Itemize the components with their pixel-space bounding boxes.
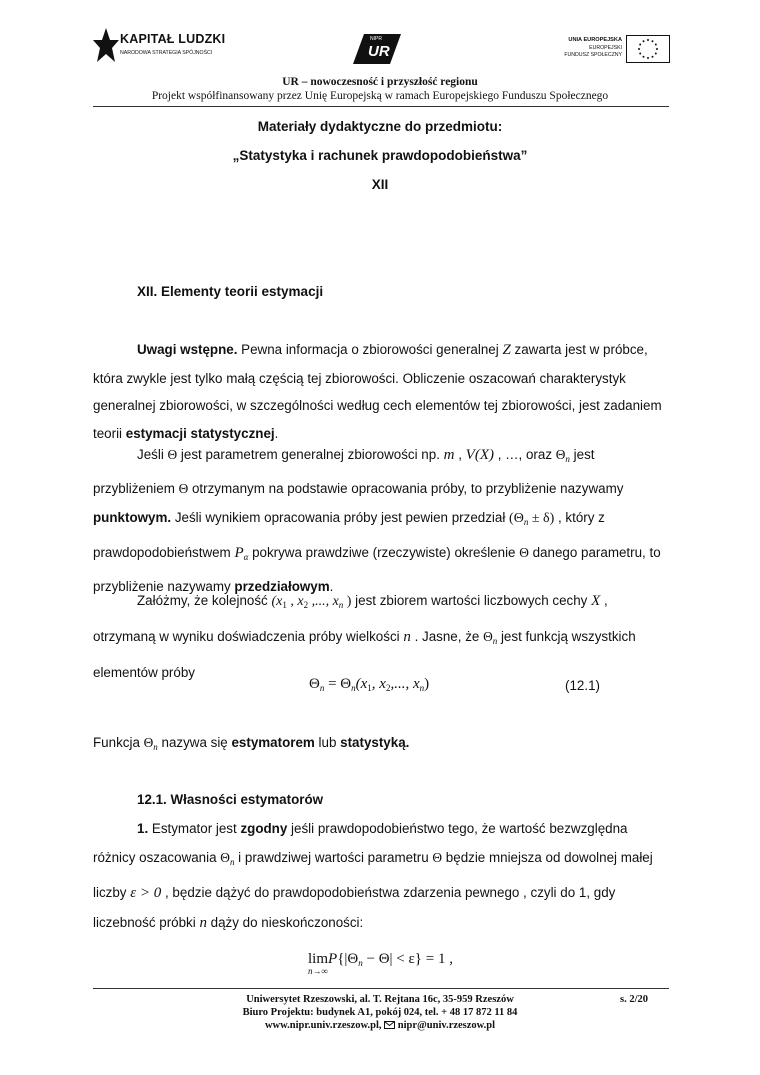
p5-lead: 1. (137, 821, 149, 836)
footer-line3 (0, 1020, 760, 1031)
var-p: P (328, 951, 338, 967)
logo-right-line2: EUROPEJSKI (589, 45, 622, 51)
var-n: n (403, 629, 411, 645)
formula2-open: {|Θ (337, 951, 359, 967)
sub-alpha: α (243, 551, 249, 562)
p2-text-10: . (329, 578, 334, 594)
sub-2: 2 (385, 683, 391, 693)
sub-1: 1 (367, 683, 372, 693)
logo-center-letters: UR (368, 43, 390, 60)
paragraph-intro (93, 336, 669, 447)
seq-close: ) (343, 594, 352, 609)
intro-text-3: . (274, 425, 279, 441)
sub-1: 1 (282, 600, 287, 610)
formula-args-close: ) (424, 676, 430, 692)
seq-dots: ,..., x (308, 594, 339, 609)
logo-right-line3: FUNDUSZ SPOŁECZNY (564, 52, 622, 58)
p2-text-2: jest parametrem generalnej zbiorowości np. (177, 447, 444, 462)
formula2-rest: − Θ| < ε} = 1 , (362, 951, 453, 967)
title-line3: XII (371, 177, 389, 192)
eu-flag-icon (626, 35, 670, 63)
sub-n: n (492, 636, 498, 646)
formula-args-dots: ,..., x (390, 676, 420, 692)
p4-text: Funkcja (93, 735, 144, 750)
p2-text-3: , …, oraz (493, 447, 556, 462)
seq-open: (x (271, 594, 283, 609)
sub-2: 2 (303, 600, 309, 610)
sub-n: n (153, 742, 158, 752)
title-line1: Materiały dydaktyczne do przedmiotu: (257, 119, 503, 134)
sub-n: n (351, 683, 356, 693)
formula-theta: Θ (309, 676, 320, 692)
p5-text-5: , będzie dążyć do prawdopodobieństwa zdarzenia pewnego , czyli do 1, gdy liczebność próbki (93, 884, 616, 930)
logo-left-title: KAPITAŁ LUDZKI (120, 32, 226, 46)
p3-text-4: . Jasne, że (410, 629, 484, 644)
header-line1: UR – nowoczesność i przyszłość regionu (282, 76, 478, 88)
var-x: X (591, 593, 601, 609)
p3-text-5: jest funkcją wszystkich elementów próby (93, 629, 636, 680)
interval-close: ± δ) (528, 511, 555, 527)
theta-symbol: Θ (555, 447, 566, 462)
p2-text-7: , który z prawdopodobieństwem (93, 510, 605, 560)
sub-n: n (565, 454, 570, 464)
footer-line1: Uniwersytet Rzeszowski, al. T. Rejtana 16c, 35-959 Rzeszów (246, 994, 514, 1005)
lim-word: lim (308, 951, 329, 967)
paragraph-sample (93, 585, 669, 688)
term-zgodny: zgodny (240, 821, 288, 836)
formula-12-1 (309, 676, 429, 693)
logo-center-small: NIPR (370, 36, 382, 42)
intro-bold: estymacji statystycznej (125, 425, 275, 441)
title-line2: „Statystyka i rachunek prawdopodobieństwa” (232, 148, 528, 163)
footer-rule (93, 988, 669, 989)
p5-text-6: dąży do nieskończoności: (206, 914, 364, 930)
p2-text-8: pokrywa prawdziwe (rzeczywiste) określenie (248, 544, 520, 560)
var-z: Z (502, 342, 511, 358)
term-przedzialowym: przedziałowym (234, 578, 330, 594)
intro-text: Pewna informacja o zbiorowości generalnej (237, 342, 503, 357)
p2-text-6: Jeśli wynikiem opracowania próby jest pewien przedział (171, 510, 510, 526)
formula-args-open: (x (355, 676, 368, 692)
var-n: n (199, 914, 207, 931)
sub-n: n (419, 683, 425, 693)
p5-text-4: będzie mniejsza od dowolnej małej liczby (93, 850, 653, 900)
interval-open: (Θ (509, 511, 524, 527)
logo-right-line1: UNIA EUROPEJSKA (568, 37, 622, 43)
var-p: P (234, 544, 244, 561)
sub-n: n (229, 857, 235, 868)
kapital-ludzki-star-icon (92, 26, 120, 68)
term-estymatorem: estymatorem (231, 735, 315, 750)
header-rule (93, 106, 669, 107)
var-m: m (443, 447, 455, 463)
page-number: s. 2/20 (620, 994, 649, 1005)
p2-text-9: danego parametru, to przybliżenie nazywamy (93, 544, 661, 594)
footer-website[interactable]: www.nipr.univ.rzeszow.pl, (264, 1020, 385, 1031)
epsilon-condition: ε > 0 (130, 884, 162, 901)
formula-number: (12.1) (565, 678, 600, 693)
footer-line2: Biuro Projektu: budynek A1, pokój 024, tel. + 48 17 872 11 84 (242, 1007, 518, 1018)
lim-sub: n→∞ (308, 966, 328, 976)
footer-email[interactable]: nipr@univ.rzeszow.pl (397, 1020, 496, 1031)
p5-text-3: i prawdziwej wartości parametru (234, 850, 433, 866)
subsection-heading: 12.1. Własności estymatorów (137, 792, 324, 807)
kapital-ludzki-logo (92, 26, 226, 68)
envelope-icon (384, 1021, 395, 1029)
theta-symbol: Θ (178, 481, 189, 497)
logo-left-subtitle: NARODOWA STRATEGIA SPÓJNOŚCI (120, 50, 213, 56)
nipr-ur-logo (352, 33, 402, 65)
section-heading: XII. Elementy teorii estymacji (137, 284, 324, 299)
theta-symbol: Θ (432, 850, 443, 866)
paragraph-estimator (93, 735, 409, 752)
p2-text: Jeśli (137, 447, 168, 462)
theta-symbol: Θ (143, 735, 154, 750)
eu-logo (560, 33, 672, 63)
p2-text-5: otrzymanym na podstawie opracowania próby, to przybliżenie nazywamy (188, 481, 624, 497)
theta-symbol: Θ (167, 447, 178, 462)
sub-n: n (358, 958, 363, 968)
p3-text: Załóżmy, że kolejność (137, 593, 272, 608)
term-punktowym: punktowym. (93, 510, 172, 526)
p3-text-2: jest zbiorem wartości liczbowych cechy (351, 593, 592, 608)
sub-n: n (338, 600, 344, 610)
formula-args-mid: , x (371, 676, 386, 692)
seq-mid: , x (286, 594, 304, 609)
p2-text-4: jest przybliżeniem (93, 447, 595, 497)
p4-text-3: lub (314, 735, 341, 750)
sub-n: n (319, 683, 325, 693)
theta-symbol: Θ (483, 629, 493, 644)
var-vx: (X) (474, 447, 494, 463)
p2-comma: , (454, 447, 466, 462)
formula-limit (308, 951, 453, 985)
intro-text-2: zawarta jest w próbce, która zwykle jest tylko małą częścią tej zbiorowości. Obliczenie oszacowań charakterystyk generalnej zbiorowości, w szczególności według cech elementów tej zbiorowości, jest zadaniem teorii (93, 342, 662, 441)
intro-lead: Uwagi wstępne. (137, 342, 238, 357)
var-v: V (465, 447, 475, 463)
p5-text-2: jeśli prawdopodobieństwo tego, że wartość bezwzględna różnicy oszacowania (93, 821, 628, 866)
header-line2: Projekt współfinansowany przez Unię Europejską w ramach Europejskiego Funduszu Społecznego (151, 90, 609, 102)
formula-eq: = Θ (324, 676, 352, 692)
paragraph-consistency (93, 814, 669, 938)
theta-symbol: Θ (519, 544, 529, 560)
p4-text-2: nazywa się (157, 735, 232, 750)
term-statystyka: statystyką. (340, 735, 410, 750)
paragraph-estimation (93, 440, 669, 601)
p5-text: Estymator jest (148, 821, 241, 836)
sub-n: n (523, 517, 529, 528)
theta-symbol: Θ (220, 850, 230, 866)
p3-text-3: , otrzymaną w wyniku doświadczenia próby wielkości (93, 593, 608, 644)
